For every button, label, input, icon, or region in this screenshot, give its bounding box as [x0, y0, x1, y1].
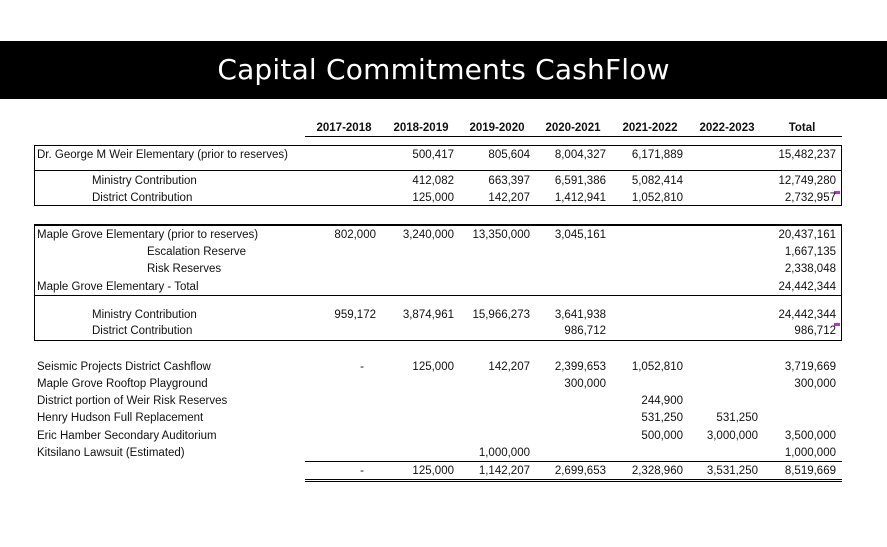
box-border [34, 205, 842, 206]
row-label: Kitsilano Lawsuit (Estimated) [37, 447, 185, 459]
table-cell: 13,350,000 [472, 229, 530, 241]
table-cell: 3,874,961 [402, 309, 454, 321]
row-label: Escalation Reserve [147, 246, 247, 258]
table-cell: 986,712 [794, 325, 836, 337]
table-cell: 1,667,135 [784, 246, 836, 258]
row-label: District portion of Weir Risk Reserves [37, 395, 228, 407]
table-cell: 802,000 [334, 229, 376, 241]
box-border [34, 340, 842, 341]
table-cell: 12,749,280 [778, 175, 836, 187]
separator-line [34, 170, 842, 171]
column-header: 2022-2023 [699, 122, 755, 134]
box-border [34, 145, 842, 146]
table-cell: 3,000,000 [706, 430, 758, 442]
table-cell: 412,082 [412, 175, 454, 187]
table-cell: 15,482,237 [778, 149, 836, 161]
table-cell: 959,172 [334, 309, 376, 321]
row-label: Henry Hudson Full Replacement [37, 412, 204, 424]
table-cell: 805,604 [488, 149, 530, 161]
table-cell: 20,437,161 [778, 229, 836, 241]
column-header: Total [788, 122, 816, 134]
table-cell: 8,004,327 [554, 149, 606, 161]
separator-line [34, 295, 842, 296]
table-cell: 2,328,960 [631, 465, 683, 477]
column-header: 2018-2019 [393, 122, 449, 134]
table-cell: 3,719,669 [784, 361, 836, 373]
table-cell: 3,641,938 [554, 309, 606, 321]
table-cell: 24,442,344 [778, 309, 836, 321]
row-label: Maple Grove Elementary - Total [37, 281, 199, 293]
table-cell: 300,000 [794, 378, 836, 390]
title-banner [0, 41, 887, 99]
table-cell: 24,442,344 [778, 281, 836, 293]
table-cell: 125,000 [412, 192, 454, 204]
total-rule [305, 461, 842, 462]
table-cell: 244,900 [641, 395, 683, 407]
box-border [34, 224, 35, 341]
table-cell: 15,966,273 [472, 309, 530, 321]
table-cell: 125,000 [412, 361, 454, 373]
table-cell: 3,045,161 [554, 229, 606, 241]
table-cell: 1,052,810 [631, 361, 683, 373]
table-cell: 142,207 [488, 192, 530, 204]
table-cell: 1,412,941 [554, 192, 606, 204]
row-label: Ministry Contribution [92, 175, 197, 187]
table-cell: 3,531,250 [706, 465, 758, 477]
header-underline [305, 136, 842, 137]
table-cell: 3,500,000 [784, 430, 836, 442]
total-rule [305, 481, 842, 482]
table-cell: 1,000,000 [784, 447, 836, 459]
row-label: District Contribution [92, 192, 193, 204]
table-cell: 125,000 [412, 465, 454, 477]
column-header: 2020-2021 [545, 122, 601, 134]
box-border [841, 224, 842, 341]
row-label: Risk Reserves [147, 263, 222, 275]
table-cell: 531,250 [641, 412, 683, 424]
table-cell: - [360, 361, 364, 373]
table-cell: 8,519,669 [784, 465, 836, 477]
page-title: Capital Commitments CashFlow [217, 53, 670, 86]
table-cell: 6,591,386 [554, 175, 606, 187]
table-cell: 500,417 [412, 149, 454, 161]
table-cell: 2,338,048 [784, 263, 836, 275]
table-cell: 300,000 [564, 378, 606, 390]
table-cell: 1,142,207 [478, 465, 530, 477]
column-header: 2017-2018 [316, 122, 372, 134]
row-label: Ministry Contribution [92, 309, 197, 321]
row-label: Maple Grove Elementary (prior to reserves) [37, 229, 259, 241]
table-cell: 2,399,653 [554, 361, 606, 373]
table-cell: 2,699,653 [554, 465, 606, 477]
table-cell: 3,240,000 [402, 229, 454, 241]
row-label: District Contribution [92, 325, 193, 337]
row-label: Seismic Projects District Cashflow [37, 361, 211, 373]
row-label: Maple Grove Rooftop Playground [37, 378, 208, 390]
table-cell: 663,397 [488, 175, 530, 187]
table-cell: 531,250 [716, 412, 758, 424]
table-cell: 6,171,889 [631, 149, 683, 161]
box-border [841, 145, 842, 206]
table-cell: 1,000,000 [478, 447, 530, 459]
table-cell: - [360, 465, 364, 477]
table-cell: 142,207 [488, 361, 530, 373]
total-rule [305, 479, 842, 480]
table-cell: 986,712 [564, 325, 606, 337]
box-border [34, 224, 842, 226]
row-label: Dr. George M Weir Elementary (prior to reserves) [37, 149, 288, 161]
table-cell: 1,052,810 [631, 192, 683, 204]
table-cell: 500,000 [641, 430, 683, 442]
box-border [34, 145, 35, 206]
column-header: 2019-2020 [469, 122, 525, 134]
column-header: 2021-2022 [622, 122, 678, 134]
table-cell: 2,732,957 [784, 192, 836, 204]
row-label: Eric Hamber Secondary Auditorium [37, 430, 217, 442]
table-cell: 5,082,414 [631, 175, 683, 187]
